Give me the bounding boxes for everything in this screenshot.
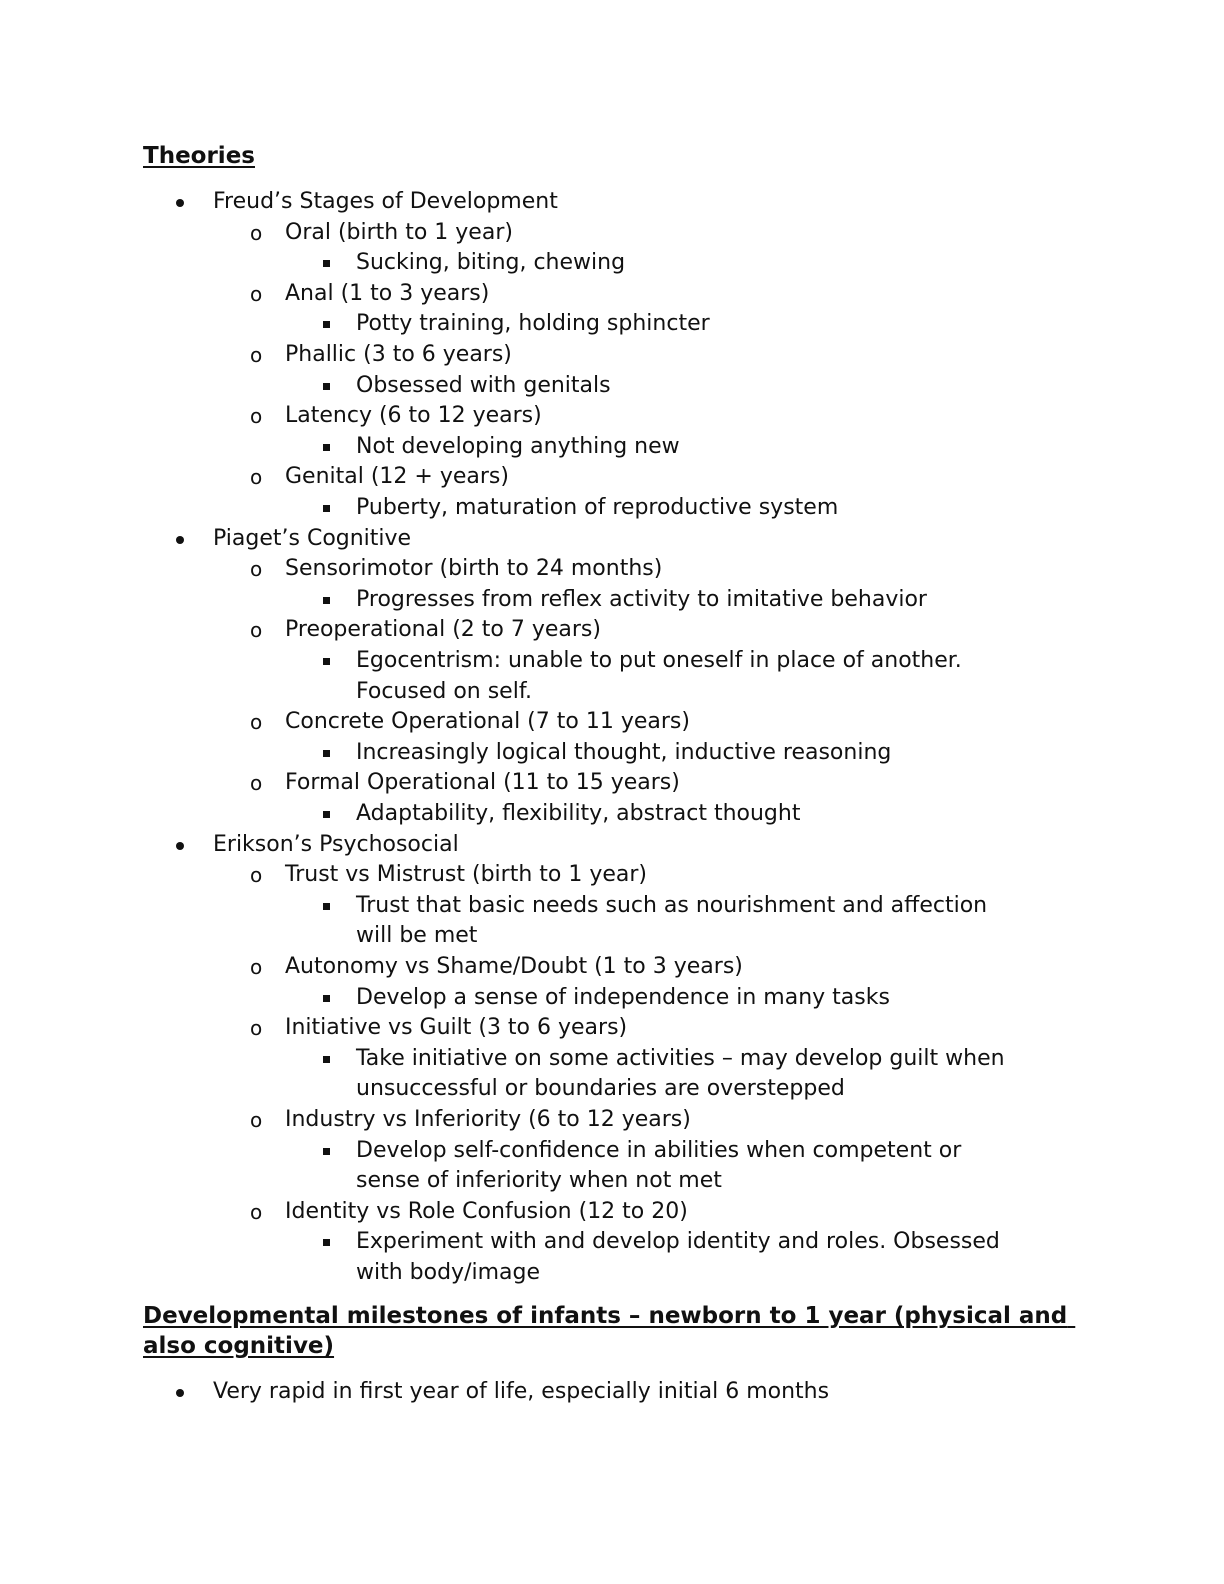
outline-text: Not developing anything new [356,433,680,459]
bullet-square-icon [323,995,330,1002]
outline-text: unsuccessful or boundaries are overstepped [356,1076,845,1102]
bullet-circle-icon: o [250,220,263,245]
section-heading-theories: Theories [143,143,255,169]
outline-text: Preoperational (2 to 7 years) [285,617,601,643]
bullet-circle-icon: o [250,465,263,490]
outline-text: Puberty, maturation of reproductive system [356,495,839,520]
outline-text: Focused on self. [356,678,532,704]
outline-text: Progresses from reflex activity to imitative behavior [356,586,927,612]
bullet-circle-icon: o [250,404,263,429]
outline-text: Industry vs Inferiority (6 to 12 years) [285,1107,691,1132]
bullet-circle-icon: o [250,710,263,735]
outline-text: Increasingly logical thought, inductive reasoning [356,739,892,765]
bullet-circle-icon: o [250,281,263,306]
bullet-square-icon [323,658,330,665]
outline-text: sense of inferiority when not met [356,1168,722,1194]
outline-text: will be met [356,923,478,949]
outline-text: Sucking, biting, chewing [356,250,626,276]
bullet-circle-icon: o [250,618,263,643]
outline-text: Identity vs Role Confusion (12 to 20) [285,1198,688,1224]
outline-text: Take initiative on some activities – may develop guilt when [356,1045,1005,1071]
outline-text: Erikson’s Psychosocial [213,831,459,857]
bullet-circle-icon: o [250,863,263,888]
outline-text: Potty training, holding sphincter [356,311,710,337]
bullet-circle-icon: o [250,1016,263,1041]
bullet-circle-icon: o [250,343,263,367]
bullet-square-icon [323,750,330,757]
bullet-square-icon [323,321,330,328]
bullet-dot-icon [176,842,184,850]
bullet-square-icon [323,260,330,267]
outline-text: Experiment with and develop identity and roles. Obsessed [356,1229,1000,1255]
outline-text: Trust vs Mistrust (birth to 1 year) [285,862,648,888]
outline-text: Initiative vs Guilt (3 to 6 years) [285,1015,628,1041]
outline-text: Oral (birth to 1 year) [285,219,513,245]
bullet-square-icon [323,1056,330,1063]
outline-text: with body/image [356,1260,541,1285]
outline-text: Freud’s Stages of Development [213,189,558,214]
bullet-square-icon [323,597,330,604]
bullet-square-icon [323,1148,330,1155]
outline-text: Formal Operational (11 to 15 years) [285,770,680,796]
bullet-dot-icon [176,536,184,544]
outline-text: Very rapid in first year of life, especially initial 6 months [213,1379,830,1404]
bullet-square-icon [323,383,330,390]
outline-text: Sensorimotor (birth to 24 months) [285,556,663,582]
outline-text: Obsessed with genitals [356,372,611,398]
section-heading-milestones: Developmental milestones of infants – newborn to 1 year (physical and also cognitive) [143,1303,1076,1359]
bullet-circle-icon: o [250,955,263,979]
outline-text: Trust that basic needs such as nourishment and affection [356,892,988,918]
bullet-circle-icon: o [250,771,263,796]
bullet-circle-icon: o [250,1108,263,1132]
bullet-square-icon [323,811,330,818]
bullet-square-icon [323,444,330,451]
bullet-circle-icon: o [250,1199,263,1224]
outline-text: Anal (1 to 3 years) [285,280,490,306]
outline-text: Adaptability, flexibility, abstract thought [356,801,801,826]
outline-text: Phallic (3 to 6 years) [285,342,512,367]
outline-text: Latency (6 to 12 years) [285,403,542,429]
bullet-square-icon [323,1239,330,1246]
bullet-square-icon [323,903,330,910]
outline-text: Concrete Operational (7 to 11 years) [285,709,690,735]
outline-text: Egocentrism: unable to put oneself in place of another. [356,648,962,673]
outline-text: Develop a sense of independence in many tasks [356,984,890,1010]
outline-text: Genital (12 + years) [285,464,509,490]
outline-text: Autonomy vs Shame/Doubt (1 to 3 years) [285,954,743,979]
outline-text: Develop self-confidence in abilities when competent or [356,1137,962,1163]
bullet-circle-icon: o [250,557,263,582]
bullet-dot-icon [176,1389,184,1397]
bullet-square-icon [323,505,330,512]
outline-text: Piaget’s Cognitive [213,525,412,551]
bullet-dot-icon [176,199,184,207]
